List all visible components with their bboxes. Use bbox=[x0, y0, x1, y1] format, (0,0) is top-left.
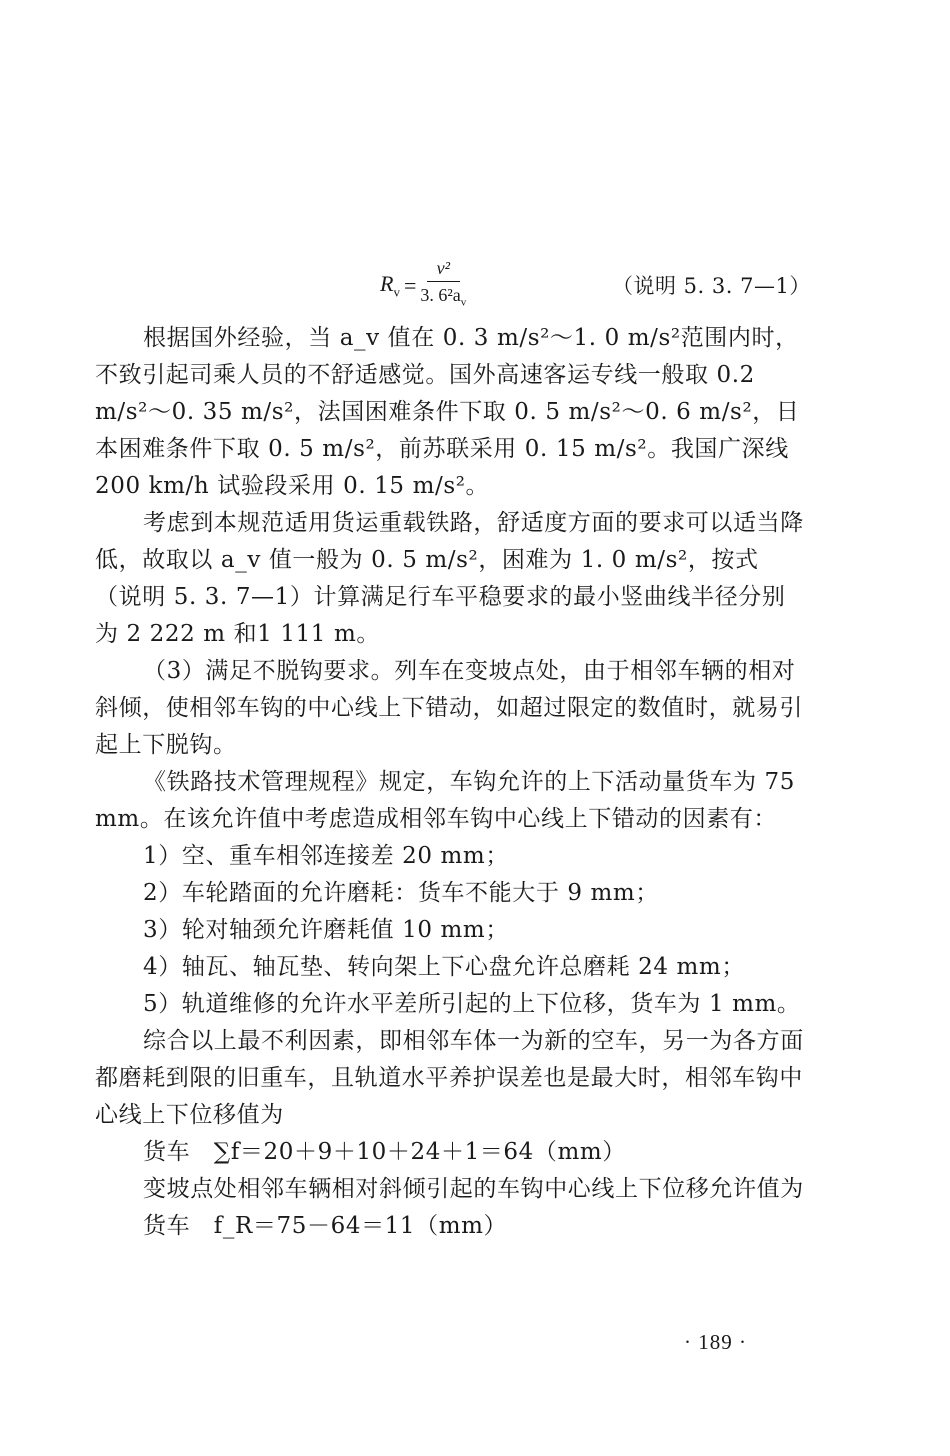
formula-equals: = bbox=[403, 273, 417, 298]
formula-denominator: 3. $6^2a_v$ bbox=[420, 285, 467, 309]
calculation-sum: 货车 ∑f＝20＋9＋10＋24＋1＝64（mm） bbox=[143, 1139, 626, 1165]
list-item: 3）轮对轴颈允许磨耗值 10 mm； bbox=[143, 917, 509, 943]
list-item: 1）空、重车相邻连接差 20 mm； bbox=[143, 843, 509, 869]
paragraph: 根据国外经验，当 a_v 值在 0. 3 m/s²～1. 0 m/s²范围内时，不致引起司乘人员的不舒适感觉。国外高速客运专线一般取 0.2 m/s²～0. 35 m/s²，法国困难条件下取 0. 5 m/s²～0. 6 m/s²，日本困难条件下取 0. 5 m/s²，前苏联采用 0. 15 m/s²。我国广深线 200 km/h 试验段采用 0. 15 m/s²。 bbox=[95, 325, 800, 499]
list-item: 4）轴瓦、轴瓦垫、转向架上下心盘允许总磨耗 24 mm； bbox=[143, 954, 745, 980]
paragraph: 《铁路技术管理规程》规定，车钩允许的上下活动量货车为 75 mm。在该允许值中考虑造成相邻车钩中心线上下错动的因素有： bbox=[95, 769, 795, 832]
formula-fraction bbox=[420, 257, 466, 315]
factor-list bbox=[95, 838, 805, 1023]
page-number: · 189 · bbox=[684, 1330, 747, 1354]
formula-numerator: v² bbox=[427, 257, 460, 282]
paragraph: 综合以上最不利因素，即相邻车体一为新的空车，另一为各方面都磨耗到限的旧重车，且轨道水平养护误差也是最大时，相邻车钩中心线上下位移值为 bbox=[95, 1028, 804, 1128]
list-item: 5）轨道维修的允许水平差所引起的上下位移，货车为 1 mm。 bbox=[143, 991, 801, 1017]
paragraph: 变坡点处相邻车辆相对斜倾引起的车钩中心线上下位移允许值为 bbox=[143, 1176, 804, 1202]
formula-rv bbox=[380, 256, 466, 316]
calculation-fr: 货车 f_R＝75－64＝11（mm） bbox=[143, 1213, 508, 1239]
list-item: 2）车轮踏面的允许磨耗：货车不能大于 9 mm； bbox=[143, 880, 659, 906]
body-text bbox=[95, 320, 805, 1245]
formula-lhs: $R_v$ bbox=[380, 271, 400, 300]
paragraph: （3）满足不脱钩要求。列车在变坡点处，由于相邻车辆的相对斜倾，使相邻车钩的中心线上下错动，如超过限定的数值时，就易引起上下脱钩。 bbox=[95, 658, 803, 758]
paragraph: 考虑到本规范适用货运重载铁路，舒适度方面的要求可以适当降低，故取以 a_v 值一般为 0. 5 m/s²，困难为 1. 0 m/s²，按式（说明 5. 3. 7—1）计算满足行车平稳要求的最小竖曲线半径分别为 2 222 m 和1 111 m。 bbox=[95, 510, 804, 647]
equation-number: （说明 5. 3. 7—1） bbox=[612, 274, 811, 298]
